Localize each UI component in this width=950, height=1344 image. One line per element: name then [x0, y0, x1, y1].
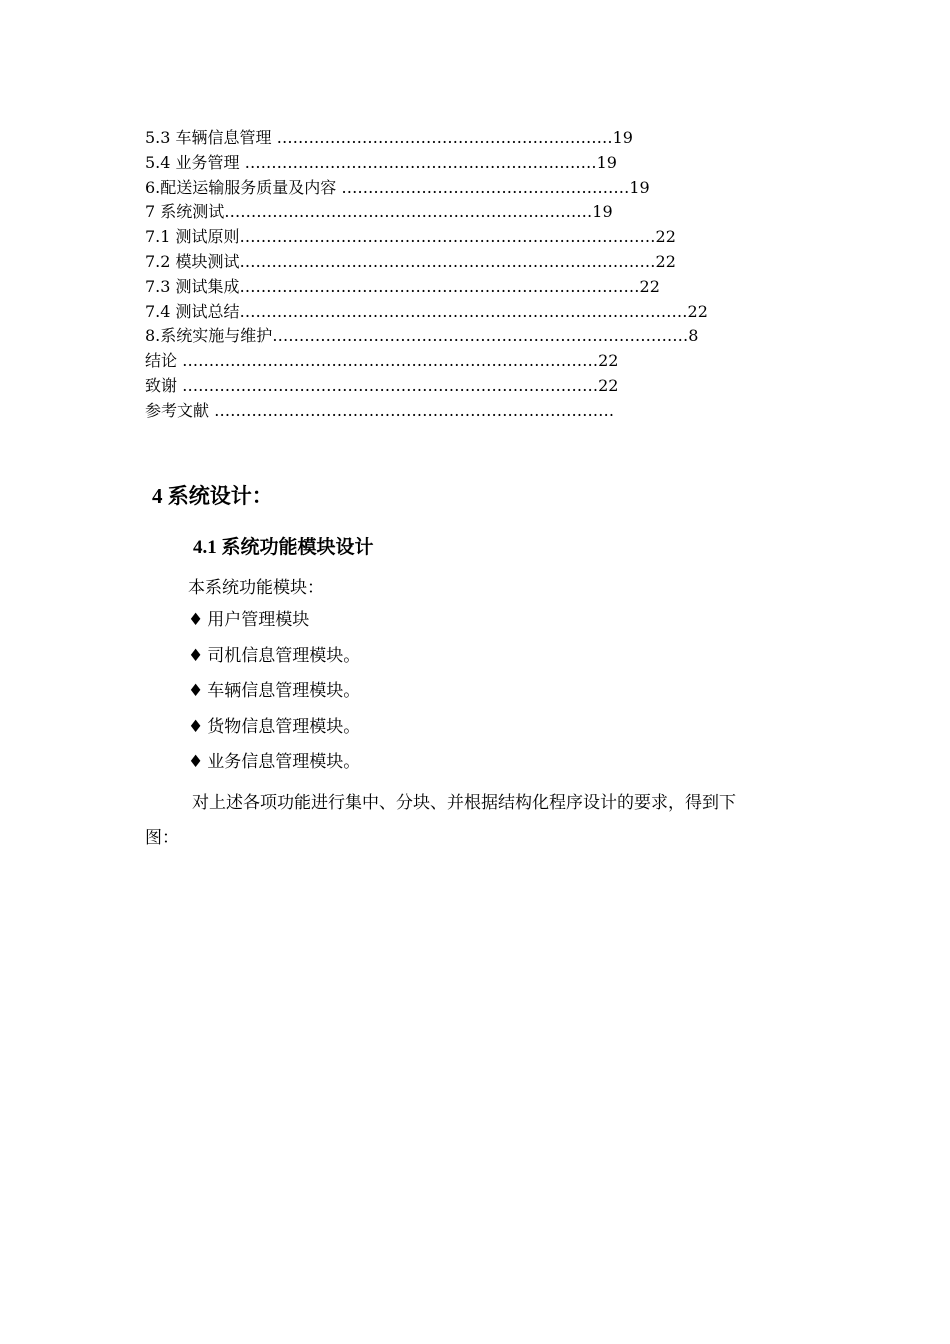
toc-entry[interactable] — [145, 324, 708, 349]
toc-entry-label: 8.系统实施与维护 — [145, 326, 273, 346]
toc-page-number: 19 — [596, 152, 617, 172]
list-item-text: 货物信息管理模块。 — [207, 716, 361, 737]
toc-entry[interactable] — [145, 399, 708, 424]
toc-leader-dots: …………………………………………………………………… — [182, 375, 599, 395]
toc-entry-label: 7.4 测试总结 — [145, 301, 240, 321]
toc-entry[interactable] — [145, 374, 708, 399]
toc-entry-label: 7.3 测试集成 — [145, 276, 240, 296]
diamond-bullet-icon: ♦ — [188, 610, 204, 630]
toc-entry[interactable] — [145, 275, 708, 300]
list-item-text: 用户管理模块 — [207, 610, 310, 630]
toc-entry-label: 7.1 测试原则 — [145, 227, 240, 247]
module-list — [188, 608, 360, 786]
toc-entry-label: 7 系统测试 — [145, 202, 225, 222]
toc-entry[interactable] — [145, 225, 708, 250]
diamond-bullet-icon: ♦ — [188, 752, 204, 772]
intro-paragraph: 本系统功能模块： — [188, 578, 324, 598]
toc-leader-dots: …………………………………………………………… — [224, 202, 593, 222]
list-item — [188, 750, 360, 786]
body-paragraph-line: 对上述各项功能进行集中、分块、并根据结构化程序设计的要求，得到下 — [192, 793, 736, 813]
diamond-bullet-icon: ♦ — [188, 645, 204, 666]
toc-page-number: 22 — [655, 251, 676, 271]
toc-entry-label: 5.4 业务管理 — [145, 152, 245, 172]
diamond-bullet-icon: ♦ — [188, 681, 204, 701]
toc-entry-label: 结论 — [145, 351, 183, 371]
toc-entry[interactable] — [145, 176, 708, 201]
list-item-text: 车辆信息管理模块。 — [207, 681, 361, 701]
list-item — [188, 679, 360, 715]
toc-page-number: 22 — [655, 227, 676, 247]
body-paragraph-line: 图： — [145, 828, 179, 848]
toc-entry[interactable] — [145, 250, 708, 275]
list-item-text: 业务信息管理模块。 — [207, 752, 361, 772]
toc-entry-label: 7.2 模块测试 — [145, 251, 240, 271]
toc-entry[interactable] — [145, 151, 708, 176]
section-heading: 4 系统设计： — [152, 484, 273, 508]
toc-entry-label: 6.配送运输服务质量及内容 — [145, 177, 342, 197]
toc-page-number: 22 — [639, 276, 660, 296]
list-item-text: 司机信息管理模块。 — [207, 645, 361, 666]
toc-leader-dots: …………………………………………………………………… — [239, 227, 656, 247]
list-item — [188, 608, 360, 644]
list-item — [188, 715, 360, 751]
toc-entry[interactable] — [145, 126, 708, 151]
toc-entry[interactable] — [145, 349, 708, 374]
toc-leader-dots: ………………………………………………………………………… — [239, 301, 688, 321]
toc-entry-label: 参考文献 — [145, 400, 215, 420]
toc-page-number: 19 — [612, 128, 633, 147]
subsection-heading: 4.1 系统功能模块设计 — [193, 537, 374, 558]
toc-leader-dots: ……………………………………………… — [341, 177, 630, 197]
toc-leader-dots: …………………………………………………………………… — [272, 326, 689, 346]
table-of-contents — [145, 126, 708, 424]
list-item — [188, 644, 360, 680]
toc-leader-dots: ………………………………………………………… — [244, 152, 597, 172]
toc-entry[interactable] — [145, 300, 708, 325]
toc-entry[interactable] — [145, 200, 708, 225]
toc-leader-dots: …………………………………………………………………… — [182, 351, 599, 371]
toc-leader-dots: ………………………………………………………………… — [214, 400, 615, 420]
toc-page-number: 8 — [688, 326, 699, 346]
toc-page-number: 22 — [687, 301, 708, 321]
toc-page-number: 19 — [592, 202, 613, 222]
toc-page-number: 22 — [598, 351, 619, 371]
toc-page-number: 22 — [598, 375, 619, 395]
diamond-bullet-icon: ♦ — [188, 716, 204, 737]
toc-leader-dots: ………………………………………………………………… — [239, 276, 640, 296]
toc-page-number: 19 — [629, 177, 650, 197]
toc-leader-dots: ……………………………………………………… — [276, 128, 613, 147]
toc-entry-label: 致谢 — [145, 375, 183, 395]
toc-entry-label: 5.3 车辆信息管理 — [145, 128, 277, 147]
toc-leader-dots: …………………………………………………………………… — [239, 251, 656, 271]
